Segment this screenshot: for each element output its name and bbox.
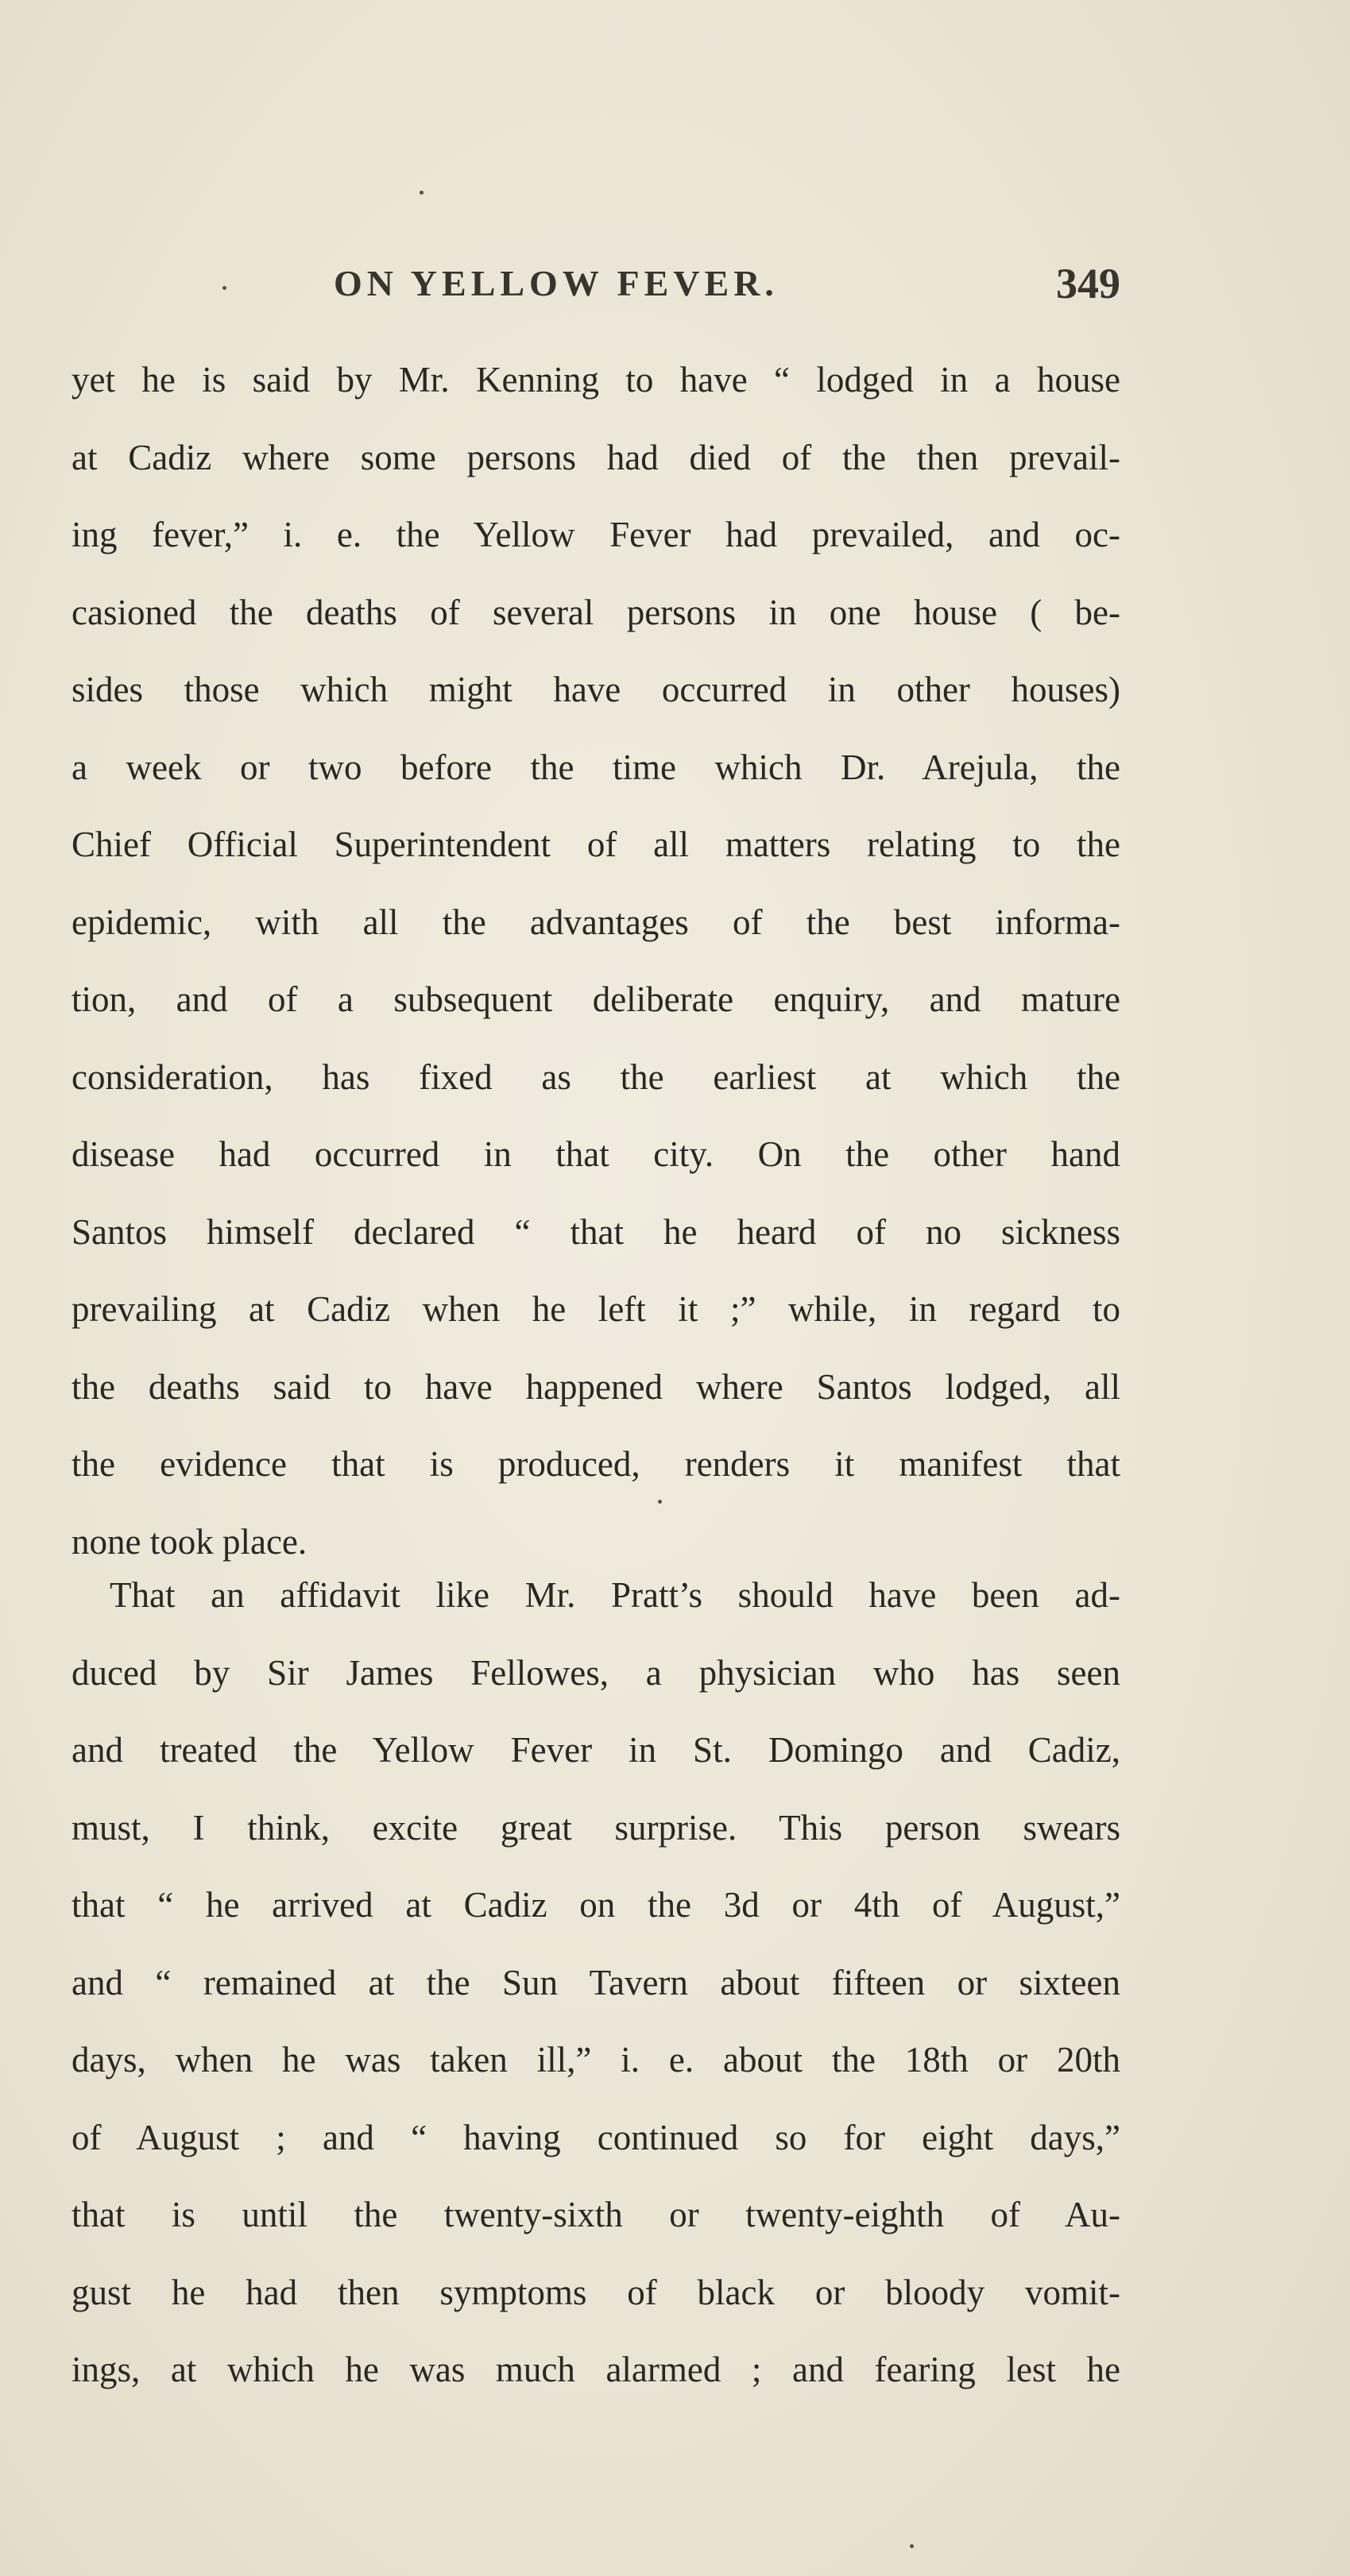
ink-speck — [420, 191, 424, 195]
text-line: Santos himself declared “ that he heard of no sickness — [72, 1211, 1120, 1252]
text-line: and “ remained at the Sun Tavern about fifteen or sixteen — [72, 1962, 1120, 2002]
text-line: that is until the twenty-sixth or twenty-eighth of Au- — [72, 2195, 1120, 2234]
text-line: the deaths said to have happened where Santos lodged, all — [72, 1366, 1120, 1407]
text-line: and treated the Yellow Fever in St. Domingo and Cadiz, — [72, 1730, 1120, 1770]
text-line: consideration, has fixed as the earliest at which the — [72, 1056, 1120, 1097]
text-line: the evidence that is produced, renders it manifest that — [72, 1444, 1120, 1484]
text-line: yet he is said by Mr. Kenning to have “ lodged in a house — [72, 360, 1120, 400]
paragraph-2 — [72, 1557, 1120, 2409]
running-header — [72, 262, 1120, 334]
text-line: ings, at which he was much alarmed ; and fearing lest he — [72, 2350, 1120, 2389]
text-line: must, I think, excite great surprise. This person swears — [72, 1807, 1120, 1848]
text-line: epidemic, with all the advantages of the best informa- — [72, 902, 1120, 942]
text-line: tion, and of a subsequent deliberate enquiry, and mature — [72, 979, 1120, 1019]
text-line: a week or two before the time which Dr. Arejula, the — [72, 747, 1120, 787]
text-line: casioned the deaths of several persons in one house ( be- — [72, 592, 1120, 632]
text-line: at Cadiz where some persons had died of the then prevail- — [72, 437, 1120, 477]
ink-speck — [910, 2544, 914, 2548]
text-line: gust he had then symptoms of black or bloody vomit- — [72, 2272, 1120, 2312]
text-line: that “ he arrived at Cadiz on the 3d or 4th of August,” — [72, 1885, 1120, 1925]
text-line: none took place. — [72, 1521, 308, 1562]
page-number: 349 — [1056, 260, 1120, 307]
text-line: sides those which might have occurred in other houses) — [72, 670, 1120, 709]
ink-speck — [658, 1500, 662, 1504]
text-line: ing fever,” i. e. the Yellow Fever had prevailed, and oc- — [72, 515, 1120, 554]
paragraph-1 — [72, 342, 1120, 1581]
running-title: ON YELLOW FEVER. — [334, 263, 779, 303]
ink-speck — [222, 286, 226, 290]
text-line: of August ; and “ having continued so for eight days,” — [72, 2117, 1120, 2157]
text-line: prevailing at Cadiz when he left it ;” while, in regard to — [72, 1289, 1120, 1329]
text-line: Chief Official Superintendent of all matters relating to the — [72, 825, 1120, 864]
text-line: duced by Sir James Fellowes, a physician who has seen — [72, 1652, 1120, 1693]
text-line: days, when he was taken ill,” i. e. about the 18th or 20th — [72, 2040, 1120, 2080]
text-line: That an affidavit like Mr. Pratt’s should have been ad- — [110, 1575, 1120, 1615]
text-line: disease had occurred in that city. On the other hand — [72, 1134, 1120, 1174]
